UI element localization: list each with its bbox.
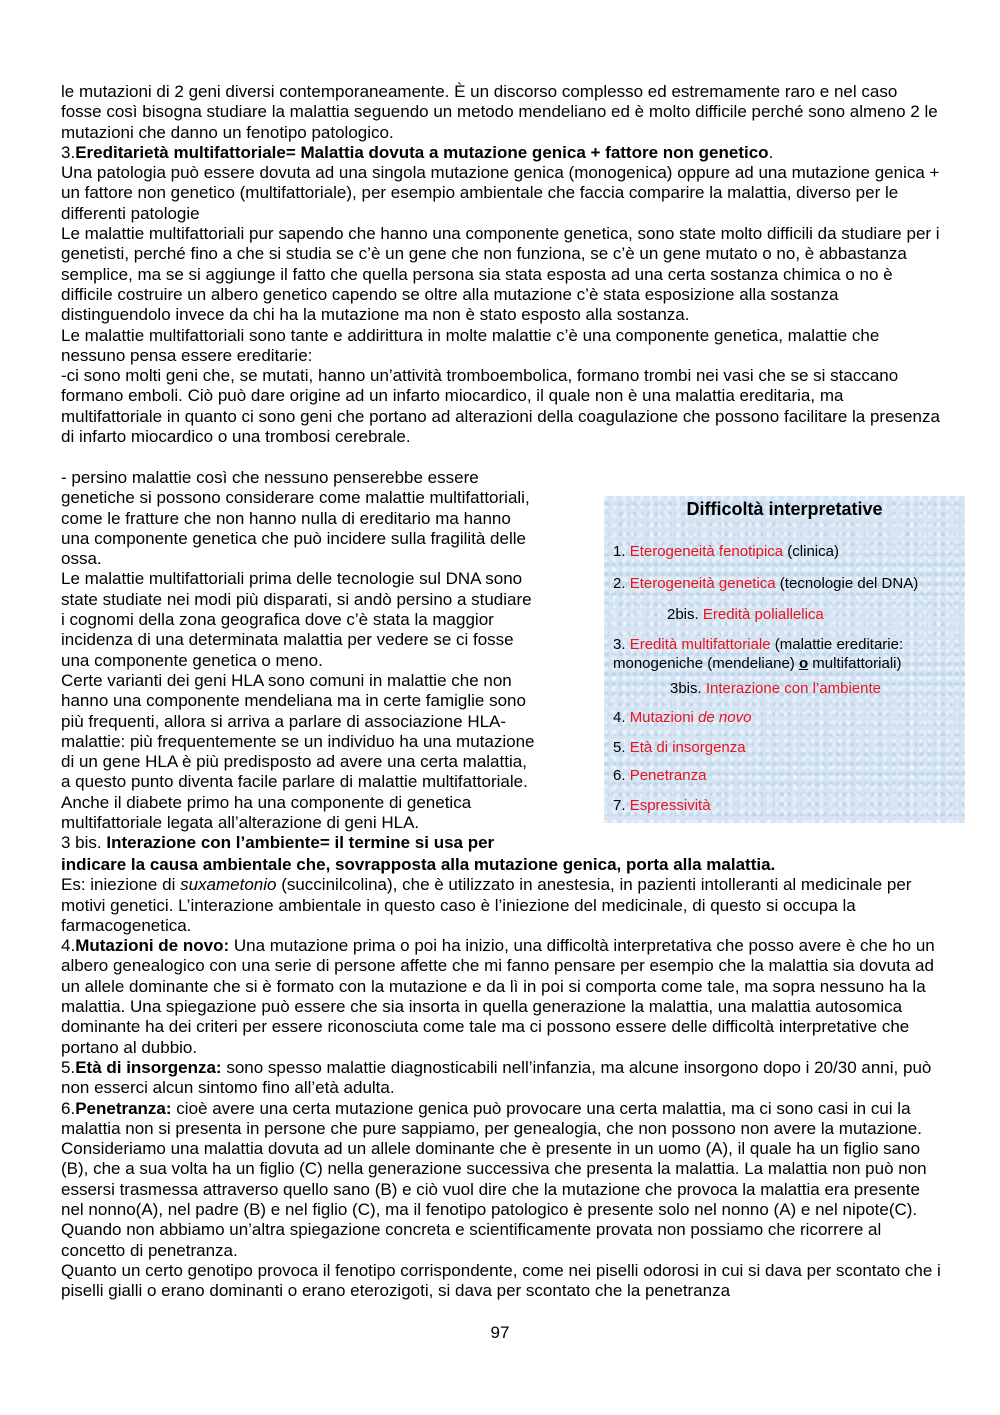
section-3bis-heading-continued: indicare la causa ambientale che, sovrapposta alla mutazione genica, porta alla malattia.: [61, 855, 776, 874]
difficulty-box: [604, 496, 965, 823]
text-line: più frequenti, allora si arriva a parlare di associazione HLA-: [61, 711, 507, 731]
text-line: genetiche si possono considerare come malattie multifattoriali,: [61, 488, 530, 508]
box-item-4: 4. Mutazioni de novo: [613, 709, 752, 726]
box-item-7: 7. Espressività: [613, 797, 711, 814]
text-line: - persino malattie così che nessuno penserebbe essere: [61, 468, 479, 487]
text-line: incidenza di una determinata malattia per vedere se ci fosse: [61, 630, 514, 650]
text-line: una componente genetica che può incidere sulla fragilità delle: [61, 528, 526, 548]
box-item-3bis: 3bis. Interazione con l’ambiente: [670, 680, 881, 697]
box-item-2bis: 2bis. Eredità poliallelica: [667, 606, 824, 623]
paragraph: Es: iniezione di suxametonio (succinilcolina), che è utilizzato in anestesia, in pazienti intolleranti al medicinale per motivi genetici. L’interazione ambientale in questo caso è l’iniezione del medicinale, di questo si occupa la farmacogenetica.: [61, 875, 912, 935]
box-item-3-line2: monogeniche (mendeliane) o multifattoriali): [613, 655, 902, 672]
text-line: Anche il diabete primo ha una componente di genetica: [61, 792, 472, 812]
text-line: i cognomi della zona geografica dove c’è stata la maggior: [61, 610, 494, 630]
paragraph: Una patologia può essere dovuta ad una singola mutazione genica (monogenica) oppure ad una mutazione genica + un fattore non genetico (multifattoriale), per esempio ambientale che faccia comparire la malattia, diverso per le differenti patologie: [61, 163, 940, 223]
box-item-3: 3. Eredità multifattoriale (malattie ereditarie:: [613, 636, 904, 653]
top-text-block: [61, 82, 941, 447]
text-line: malattie: più frequentemente se un individuo ha una mutazione: [61, 731, 535, 751]
text-line: hanno una componente mendeliana ma in certe famiglie sono: [61, 691, 526, 711]
left-column-text: [61, 468, 601, 854]
section-4: 4.Mutazioni de novo: Una mutazione prima o poi ha inizio, una difficoltà interpretativa che posso avere è che ho un albero genealogico con una serie di persone affette che mi fanno pensare per esempio che la malattia sia dovuta ad un allele dominante che si è formato con la mutazione e da lì in poi si comporta come tale, ma sopra nessuno ha la malattia. Una spiegazione può essere che sia insorta in quella generazione la malattia, una malattia autosomica dominante ha dei criteri per essere riconosciuta come tale ma ci possono essere delle difficoltà interpretative che portano al dubbio.: [61, 936, 935, 1057]
paragraph: -ci sono molti geni che, se mutati, hanno un’attività tromboembolica, formano trombi nei vasi che se si staccano formano emboli. Ciò può dare origine ad un infarto miocardico, il quale non è una malattia ereditaria, ma multifattoriale in quanto ci sono geni che portano ad alterazioni della coagulazione che possono facilitare la presenza di infarto miocardico o una trombosi cerebrale.: [61, 366, 940, 447]
bottom-text-block: [61, 855, 941, 1302]
paragraph: Quanto un certo genotipo provoca il fenotipo corrispondente, come nei piselli odorosi in cui si dava per scontato che i piselli gialli o erano dominanti o erano eterozigoti, si dava per scontato che la penetranza: [61, 1260, 941, 1301]
section-5: 5.Età di insorgenza: sono spesso malattie diagnosticabili nell’infanzia, ma alcune insorgono dopo i 20/30 anni, può non esserci alcun sintomo fino all’età adulta.: [61, 1057, 932, 1098]
section-3bis-heading: 3 bis. Interazione con l’ambiente= il termine si usa per: [61, 833, 495, 853]
text-line: ossa.: [61, 549, 102, 569]
box-title: Difficoltà interpretative: [686, 499, 883, 519]
box-item-1: 1. Eterogeneità fenotipica (clinica): [613, 543, 839, 560]
page-number: 97: [490, 1323, 510, 1342]
section-6: 6.Penetranza: cioè avere una certa mutazione genica può provocare una certa malattia, ma ci sono casi in cui la malattia non si presenta in persone che pure sappiamo, per genealogia, che non possono non avere la mutazione. Consideriamo una malattia dovuta ad un allele dominante che è presente in un uomo (A), il quale ha un figlio sano (B), che a sua volta ha un figlio (C) nella generazione successiva che presenta la malattia. La malattia non può non essersi trasmessa attraverso quello sano (B) e ciò vuol dire che la mutazione che provoca la malattia era presente nel nonno(A), nel padre (B) e nel figlio (C), ma il fenotipo patologico è presente solo nel nonno (A) e nel nipote(C). Quando non abbiamo un’altra spiegazione concreta e scientificamente provata non possiamo che ricorrere al concetto di penetranza.: [61, 1098, 927, 1260]
paragraph: Le malattie multifattoriali pur sapendo che hanno una componente genetica, sono state molto difficili da studiare per i genetisti, perché fino a che si studia se c’è un gene che non funziona, se c’è un gene mutato o no, è abbastanza semplice, ma se si aggiunge il fatto che quella persona sia stata esposta ad una certa sostanza chimica o no è difficile costruire un albero genetico capendo se oltre alla mutazione c’è stata esposizione alla sostanza distinguendolo invece da chi ha la mutazione ma non è stato esposto alla sostanza.: [61, 224, 940, 325]
box-item-5: 5. Età di insorgenza: [613, 739, 746, 756]
box-item-6: 6. Penetranza: [613, 767, 707, 784]
text-line: come le fratture che non hanno nulla di ereditario ma hanno: [61, 508, 511, 528]
paragraph: le mutazioni di 2 geni diversi contemporaneamente. È un discorso complesso ed estremamente raro e nel caso fosse così bisogna studiare la malattia seguendo un metodo mendeliano ed è molto difficile perché sono almeno 2 le mutazioni che danno un fenotipo patologico.: [61, 82, 938, 142]
text-line: una componente genetica o meno.: [61, 650, 323, 670]
text-line: multifattoriale legata all’alterazione di geni HLA.: [61, 813, 420, 833]
text-line: Certe varianti dei geni HLA sono comuni in malattie che non: [61, 670, 512, 690]
text-line: di un gene HLA è più predisposto ad avere una certa malattia,: [61, 752, 527, 772]
text-line: Le malattie multifattoriali prima delle tecnologie sul DNA sono: [61, 569, 523, 589]
section-3-heading: 3.Ereditarietà multifattoriale= Malattia dovuta a mutazione genica + fattore non genetico.: [61, 142, 774, 162]
text-line: state studiate nei modi più disparati, si andò persino a studiare: [61, 589, 532, 609]
paragraph: Le malattie multifattoriali sono tante e addirittura in molte malattie c’è una componente genetica, malattie che nessuno pensa essere ereditarie:: [61, 325, 880, 365]
box-item-2: 2. Eterogeneità genetica (tecnologie del DNA): [613, 575, 919, 592]
text-line: a questo punto diventa facile parlare di malattie multifattoriale.: [61, 772, 528, 792]
